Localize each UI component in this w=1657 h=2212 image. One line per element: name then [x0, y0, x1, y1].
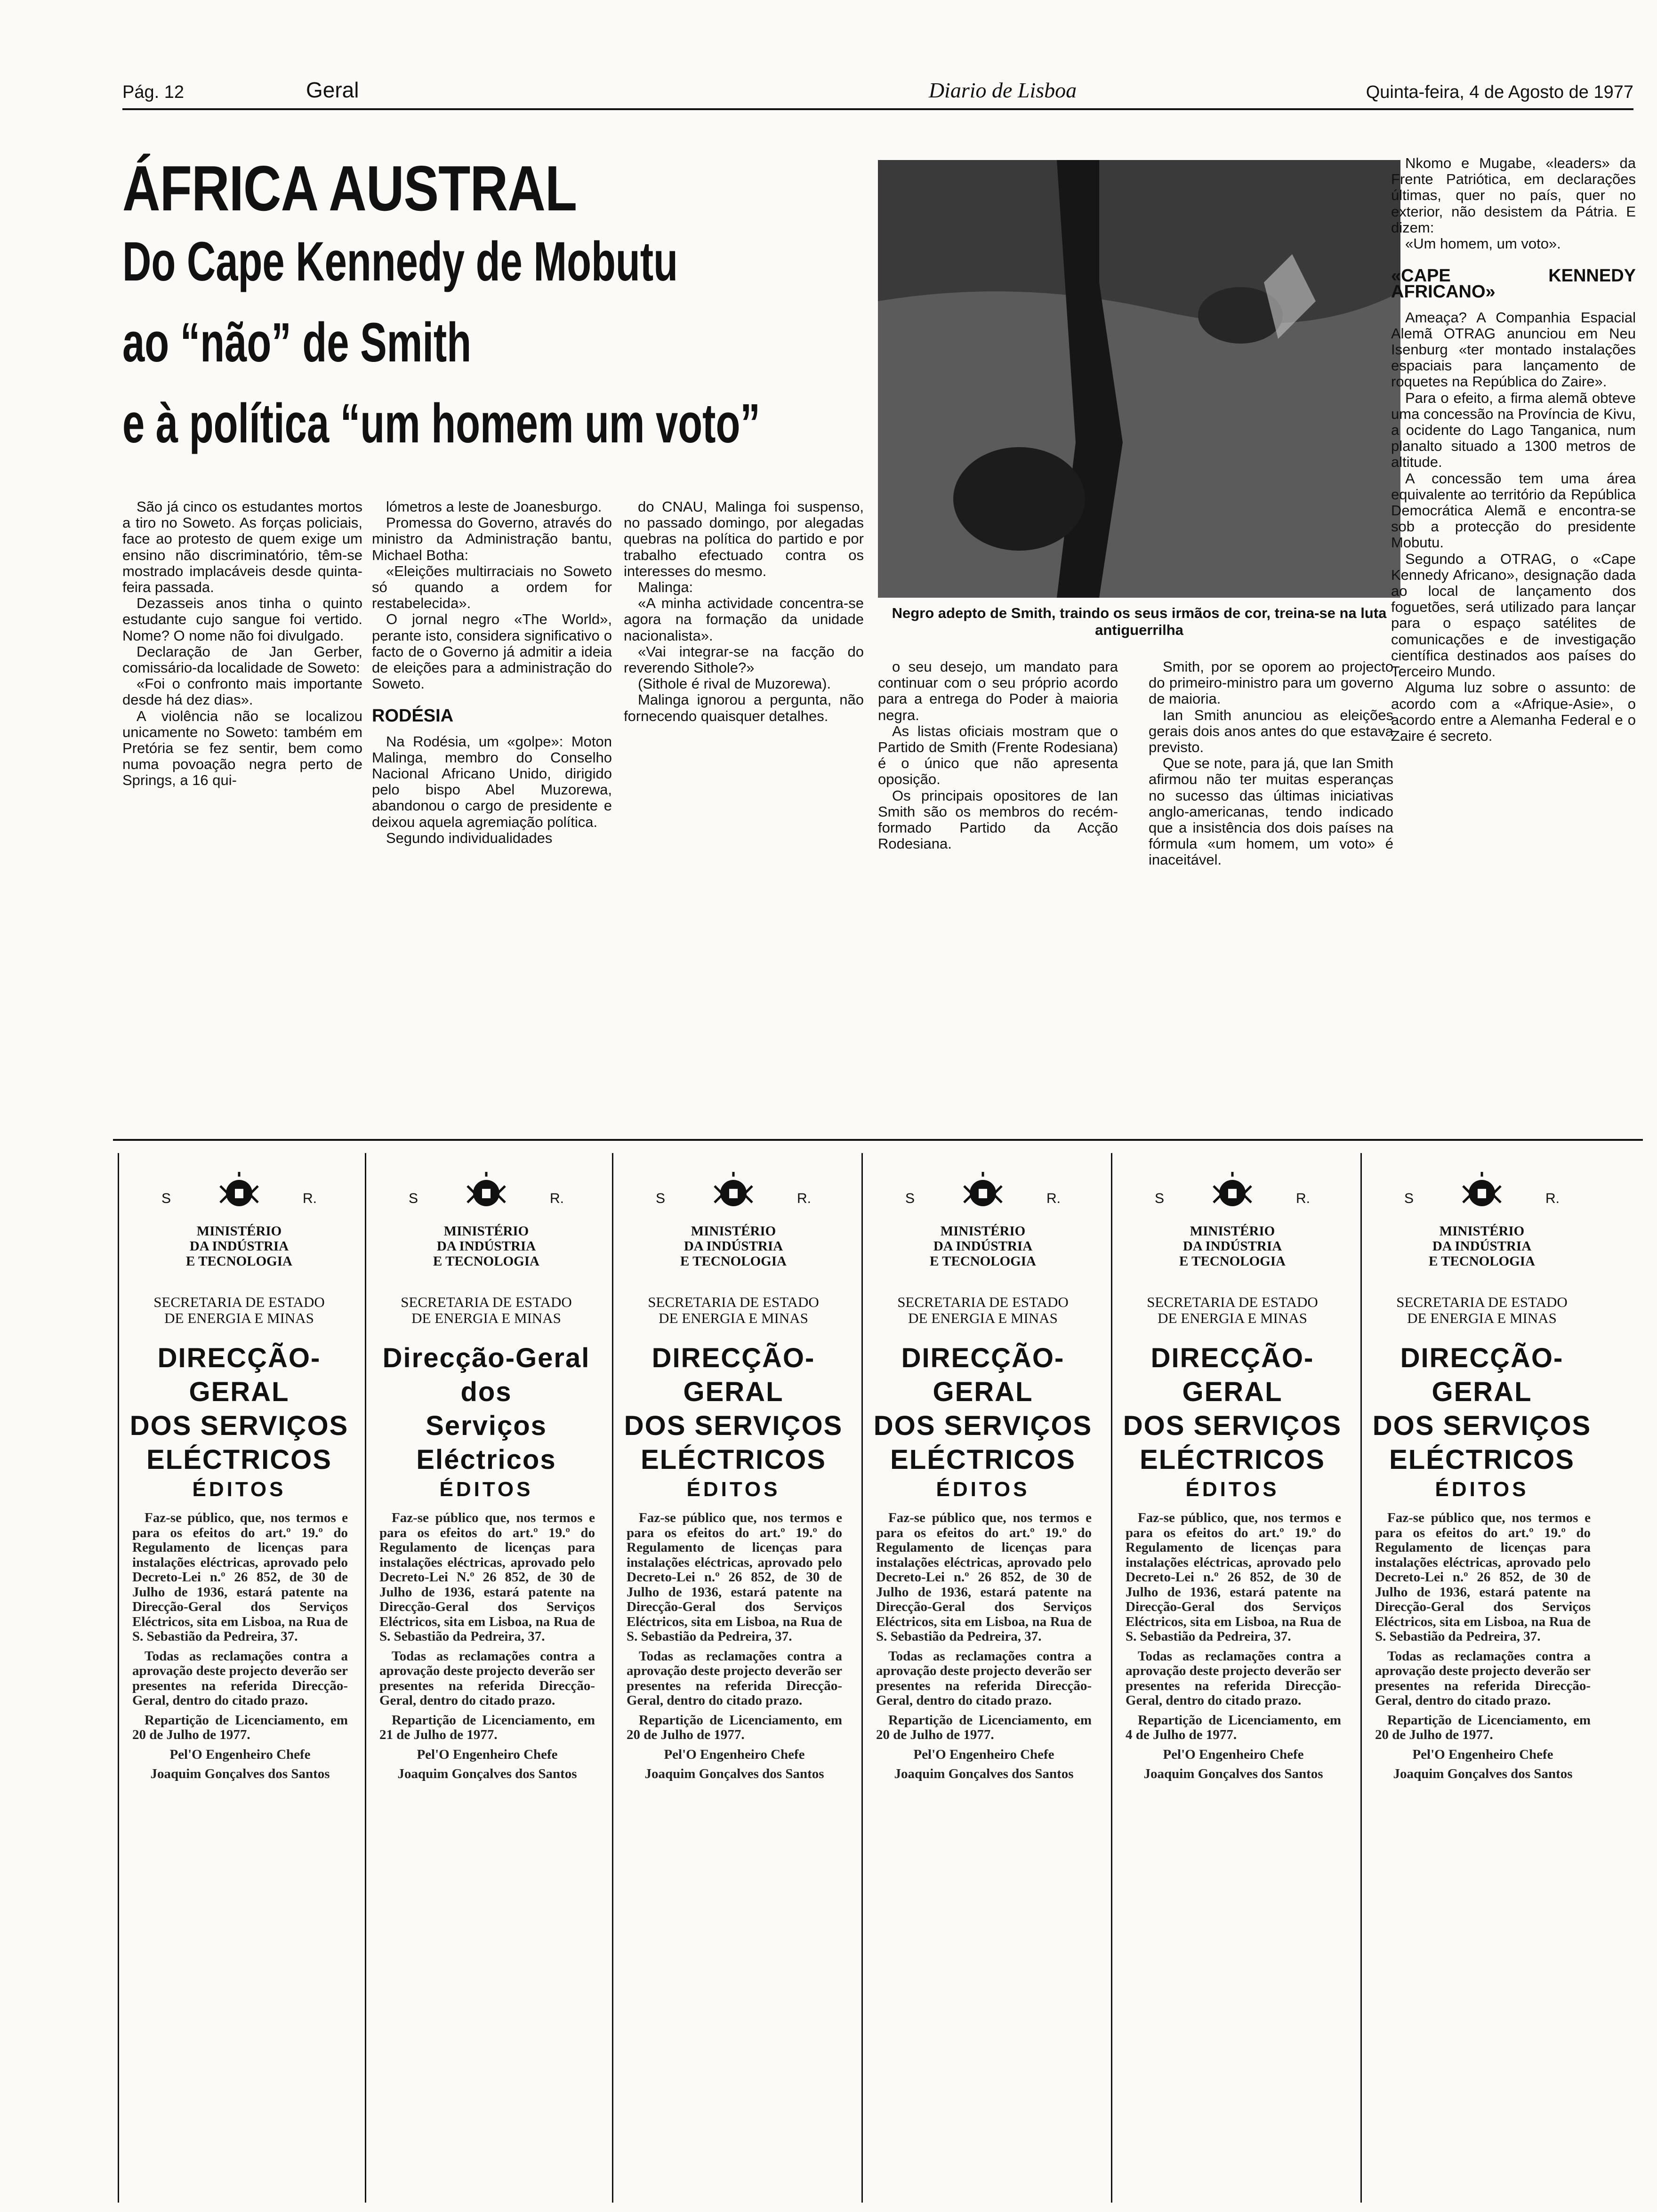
editos-title: ÉDITOS: [439, 1478, 533, 1501]
page-number: Pág. 12: [122, 82, 184, 102]
directorate-line: DOS SERVIÇOS: [129, 1411, 349, 1441]
ad-paragraph: Repartição de Licenciamento, em 20 de Julho de 1977.: [627, 1712, 842, 1742]
secretaria-name: [868, 1294, 1098, 1326]
ad-signature-title: Pel'O Engenheiro Chefe: [1412, 1747, 1553, 1762]
directorate-title: [1117, 1341, 1348, 1477]
ad-paragraph: Todas as reclamações contra a aprovação deste projecto deverão ser presentes na referida Direcção-Geral, dentro do citado prazo.: [1126, 1648, 1341, 1708]
paragraph: Os principais opositores de Ian Smith são os membros do recém-formado Partido da Acção Rodesiana.: [878, 787, 1118, 852]
ad-body: [1126, 1511, 1341, 1787]
ministry-line: MINISTÉRIO: [1439, 1224, 1525, 1239]
paragraph: O jornal negro «The World», perante isto, considera significativo o facto de o Governo já admitir a ideia de eleições para a administração do Soweto.: [372, 611, 612, 692]
secretaria-line: DE ENERGIA E MINAS: [659, 1310, 808, 1326]
paragraph: Para o efeito, a firma alemã obteve uma concessão na Província de Kivu, a ocidente do Lago Tanganica, num planalto situado a 1300 metros de altitude.: [1391, 389, 1636, 471]
secretaria-line: SECRETARIA DE ESTADO: [401, 1294, 572, 1310]
subheading: RODÉSIA: [372, 706, 454, 726]
ministry-line: E TECNOLOGIA: [186, 1254, 292, 1269]
paragraph: do CNAU, Malinga foi suspenso, no passado domingo, por alegadas quebras na política do partido e por trabalho efectuado contra os interesses do mesmo.: [624, 498, 864, 579]
paragraph: Ian Smith anunciou as eleições gerais dois anos antes do que estava previsto.: [1149, 706, 1393, 756]
directorate-line: DOS SERVIÇOS: [624, 1411, 843, 1441]
directorate-line: ELÉCTRICOS: [146, 1444, 332, 1475]
ad-paragraph: Repartição de Licenciamento, em 20 de Julho de 1977.: [1375, 1712, 1591, 1742]
editos-title: ÉDITOS: [1185, 1478, 1279, 1501]
directorate-line: Direcção-Geral dos: [382, 1343, 590, 1407]
article-column: [122, 499, 362, 789]
secretaria-line: DE ENERGIA E MINAS: [411, 1310, 561, 1326]
secretaria-name: [124, 1294, 354, 1326]
ad-emblem-letter-s: S: [1404, 1191, 1414, 1206]
ad-emblem-letter-s: S: [1155, 1191, 1165, 1206]
headline-line: ao “não” de Smith: [122, 312, 472, 374]
directorate-line: Serviços Eléctricos: [416, 1411, 556, 1475]
classified-ad: [1111, 1153, 1352, 2203]
paragraph: Promessa do Governo, através do ministro da Administração bantu, Michael Botha:: [372, 514, 612, 563]
editos-title: ÉDITOS: [936, 1478, 1030, 1501]
ministry-name: [119, 1224, 359, 1269]
article-column: [1149, 659, 1393, 868]
ad-body: [627, 1511, 842, 1787]
ad-body: [876, 1511, 1092, 1787]
directorate-line: DOS SERVIÇOS: [1372, 1411, 1592, 1441]
ministry-line: DA INDÚSTRIA: [1182, 1239, 1282, 1254]
directorate-line: DIRECÇÃO-GERAL: [1400, 1343, 1564, 1407]
ad-paragraph: Repartição de Licenciamento, em 20 de Julho de 1977.: [132, 1712, 348, 1742]
ministry-line: DA INDÚSTRIA: [933, 1239, 1033, 1254]
ad-emblem-row: [1362, 1172, 1602, 1214]
coat-of-arms-icon: [218, 1172, 260, 1214]
secretaria-line: SECRETARIA DE ESTADO: [648, 1294, 819, 1310]
ministry-line: MINISTÉRIO: [196, 1224, 282, 1239]
ministry-line: E TECNOLOGIA: [1429, 1254, 1535, 1269]
editos-title: ÉDITOS: [192, 1478, 286, 1501]
ministry-line: E TECNOLOGIA: [680, 1254, 787, 1269]
coat-of-arms-icon: [465, 1172, 507, 1214]
directorate-line: ELÉCTRICOS: [641, 1444, 826, 1475]
ministry-line: MINISTÉRIO: [443, 1224, 529, 1239]
ministry-line: DA INDÚSTRIA: [189, 1239, 289, 1254]
paragraph: Na Rodésia, um «golpe»: Moton Malinga, membro do Conselho Nacional Africano Unido, dirigido pelo bispo Abel Muzorewa, abandonou o cargo de presidente e deixou aquela agremiação política.: [372, 733, 612, 830]
paragraph: «A minha actividade concentra-se agora na formação da unidade nacionalista».: [624, 595, 864, 644]
ad-signature-title: Pel'O Engenheiro Chefe: [1163, 1747, 1304, 1762]
ad-paragraph: Todas as reclamações contra a aprovação deste projecto deverão ser presentes na referida Direcção-Geral, dentro do citado prazo.: [132, 1648, 348, 1708]
page-header: [122, 71, 1633, 110]
paragraph: «Vai integrar-se na facção do reverendo Sithole?»: [624, 643, 864, 676]
directorate-line: DIRECÇÃO-GERAL: [652, 1343, 815, 1407]
ad-emblem-letter-s: S: [161, 1191, 171, 1206]
headline-kicker: ÁFRICA AUSTRAL: [122, 152, 577, 224]
directorate-title: [124, 1341, 354, 1477]
ad-emblem-letter-r: R.: [1296, 1191, 1310, 1206]
headline-line: e à política “um homem um voto”: [122, 393, 760, 455]
paragraph: Segundo individualidades: [386, 829, 553, 846]
secretaria-line: DE ENERGIA E MINAS: [908, 1310, 1058, 1326]
classified-ad: [861, 1153, 1103, 2203]
paragraph: Nkomo e Mugabe, «leaders» da Frente Patriótica, em declarações últimas, quer no país, quer no exterior, não desistem da Pátria. E dizem:: [1391, 155, 1636, 236]
editos-title: ÉDITOS: [686, 1478, 780, 1501]
subheading: «CAPE KENNEDY AFRICANO»: [1391, 266, 1636, 302]
ministry-name: [863, 1224, 1103, 1269]
secretaria-line: DE ENERGIA E MINAS: [1158, 1310, 1307, 1326]
ministry-name: [1362, 1224, 1602, 1269]
secretaria-name: [1367, 1294, 1597, 1326]
masthead: Diario de Lisboa: [928, 78, 1077, 102]
ministry-line: DA INDÚSTRIA: [436, 1239, 536, 1254]
ministry-line: E TECNOLOGIA: [1179, 1254, 1286, 1269]
ad-signature-name: Joaquim Gonçalves dos Santos: [150, 1766, 330, 1781]
photo-caption: Negro adepto de Smith, traindo os seus irmãos de cor, treina-se na luta antiguerrilha: [892, 605, 1387, 638]
secretaria-line: SECRETARIA DE ESTADO: [1396, 1294, 1568, 1310]
secretaria-line: DE ENERGIA E MINAS: [1407, 1310, 1557, 1326]
ad-signature-name: Joaquim Gonçalves dos Santos: [397, 1766, 577, 1781]
ad-signature-name: Joaquim Gonçalves dos Santos: [644, 1766, 824, 1781]
ad-body: [379, 1511, 595, 1787]
ad-emblem-letter-r: R.: [303, 1191, 317, 1206]
secretaria-line: DE ENERGIA E MINAS: [164, 1310, 314, 1326]
directorate-line: DOS SERVIÇOS: [1123, 1411, 1342, 1441]
ad-emblem-row: [119, 1172, 359, 1214]
ministry-line: DA INDÚSTRIA: [684, 1239, 783, 1254]
headline-line: Do Cape Kennedy de Mobutu: [122, 231, 678, 293]
paragraph: o seu desejo, um mandato para continuar com o seu próprio acordo para a entrega do Poder à maioria negra.: [878, 658, 1118, 723]
issue-date: Quinta-feira, 4 de Agosto de 1977: [1366, 82, 1633, 102]
directorate-title: [618, 1341, 849, 1477]
ad-paragraph: Faz-se público, que, nos termos e para os efeitos do art.º 19.º do Regulamento de licenças para instalações eléctricas, aprovado pelo Decreto-Lei n.º 26 852, de 30 de Julho de 1936, estará patente na Direcção-Geral dos Serviços Eléctricos, sita em Lisboa, na Rua de S. Sebastião da Pedreira, 37.: [1126, 1510, 1341, 1644]
classified-ad: [118, 1153, 359, 2203]
article-column: [878, 659, 1118, 852]
ad-paragraph: Repartição de Licenciamento, em 20 de Julho de 1977.: [876, 1712, 1092, 1742]
ad-emblem-row: [613, 1172, 853, 1214]
paragraph: Smith, por se oporem ao projecto do primeiro-ministro para um governo de maioria.: [1149, 658, 1393, 707]
paragraph: Que se note, para já, que Ian Smith afirmou não ter muitas esperanças no sucesso das últimas iniciativas anglo-americanas, tendo indicado que a insistência dos dois países na fórmula «um homem, um voto» é inaceitável.: [1149, 755, 1393, 868]
ministry-name: [1112, 1224, 1352, 1269]
ministry-line: MINISTÉRIO: [1190, 1224, 1275, 1239]
ad-emblem-letter-r: R.: [1545, 1191, 1560, 1206]
paragraph: Ameaça? A Companhia Espacial Alemã OTRAG anunciou em Neu Isenburg «ter montado instalações espaciais para lançamento de roquetes na República do Zaire».: [1391, 309, 1636, 390]
directorate-line: ELÉCTRICOS: [1389, 1444, 1575, 1475]
paragraph: «Um homem, um voto».: [1405, 235, 1561, 252]
directorate-line: DOS SERVIÇOS: [873, 1411, 1093, 1441]
ministry-line: MINISTÉRIO: [691, 1224, 776, 1239]
secretaria-name: [1117, 1294, 1348, 1326]
section-divider: [113, 1139, 1643, 1141]
secretaria-name: [618, 1294, 849, 1326]
classified-ad: [1360, 1153, 1602, 2203]
ad-paragraph: Todas as reclamações contra a aprovação deste projecto deverão ser presentes na referida Direcção-Geral, dentro do citado prazo.: [1375, 1648, 1591, 1708]
ad-emblem-letter-r: R.: [550, 1191, 564, 1206]
ad-signature-name: Joaquim Gonçalves dos Santos: [1393, 1766, 1573, 1781]
directorate-line: ELÉCTRICOS: [890, 1444, 1076, 1475]
ad-paragraph: Todas as reclamações contra a aprovação deste projecto deverão ser presentes na referida Direcção-Geral, dentro do citado prazo.: [876, 1648, 1092, 1708]
ad-signature-title: Pel'O Engenheiro Chefe: [169, 1747, 311, 1762]
directorate-line: DIRECÇÃO-GERAL: [1150, 1343, 1314, 1407]
article-column: [624, 499, 864, 724]
ad-emblem-letter-s: S: [656, 1191, 666, 1206]
classified-ad: [365, 1153, 606, 2203]
ad-paragraph: Faz-se público que, nos termos e para os efeitos do art.º 19.º do Regulamento de licenças para instalações eléctricas, aprovado pelo Decreto-Lei N.º 26 852, de 30 de Julho de 1936, estará patente na Direcção-Geral dos Serviços Eléctricos, sita em Lisboa, na Rua de S. Sebastião da Pedreira, 37.: [379, 1510, 595, 1644]
ad-emblem-letter-s: S: [409, 1191, 418, 1206]
paragraph: As listas oficiais mostram que o Partido de Smith (Frente Rodesiana) é o único que não apresenta oposição.: [878, 722, 1118, 788]
ad-paragraph: Faz-se público que, nos termos e para os efeitos do art.º 19.º do Regulamento de licenças para instalações eléctricas, aprovado pelo Decreto-Lei n.º 26 852, de 30 de Julho de 1936, estará patente na Direcção-Geral dos Serviços Eléctricos, sita em Lisboa, na Rua de S. Sebastião da Pedreira, 37.: [1375, 1510, 1591, 1644]
paragraph: «Foi o confronto mais importante desde há dez dias».: [122, 675, 362, 708]
directorate-line: DIRECÇÃO-GERAL: [901, 1343, 1065, 1407]
ad-signature-title: Pel'O Engenheiro Chefe: [913, 1747, 1054, 1762]
directorate-title: [1367, 1341, 1597, 1477]
editos-title: ÉDITOS: [1435, 1478, 1529, 1501]
directorate-line: DIRECÇÃO-GERAL: [157, 1343, 321, 1407]
paragraph: Malinga:: [638, 579, 693, 596]
secretaria-line: SECRETARIA DE ESTADO: [1147, 1294, 1318, 1310]
coat-of-arms-icon: [1211, 1172, 1254, 1214]
ministry-name: [366, 1224, 606, 1269]
ad-emblem-row: [366, 1172, 606, 1214]
paragraph: Declaração de Jan Gerber, comissário-da localidade de Soweto:: [122, 643, 362, 676]
ad-paragraph: Faz-se público, que, nos termos e para os efeitos do art.º 19.º do Regulamento de licenças para instalações eléctricas, aprovado pelo Decreto-Lei n.º 26 852, de 30 de Julho de 1936, estará patente na Direcção-Geral dos Serviços Eléctricos, sita em Lisboa, na Rua de S. Sebastião da Pedreira, 37.: [132, 1510, 348, 1644]
directorate-title: [371, 1341, 602, 1477]
ad-paragraph: Faz-se público que, nos termos e para os efeitos do art.º 19.º do Regulamento de licenças para instalações eléctricas, aprovado pelo Decreto-Lei n.º 26 852, de 30 de Julho de 1936, estará patente na Direcção-Geral dos Serviços Eléctricos, sita em Lisboa, na Rua de S. Sebastião da Pedreira, 37.: [876, 1510, 1092, 1644]
directorate-title: [868, 1341, 1098, 1477]
paragraph: A concessão tem uma área equivalente ao território da República Democrática Alemã e encontra-se sob a protecção do presidente Mobutu.: [1391, 470, 1636, 551]
ad-paragraph: Repartição de Licenciamento, em 4 de Julho de 1977.: [1126, 1712, 1341, 1742]
ad-paragraph: Todas as reclamações contra a aprovação deste projecto deverão ser presentes na referida Direcção-Geral, dentro do citado prazo.: [627, 1648, 842, 1708]
paragraph: Malinga ignorou a pergunta, não fornecendo quaisquer detalhes.: [624, 691, 864, 724]
directorate-line: ELÉCTRICOS: [1140, 1444, 1325, 1475]
paragraph: São já cinco os estudantes mortos a tiro no Soweto. As forças policiais, face ao protesto de quem exige um ensino não discriminatório, têm-se mostrado implacáveis desde quinta-feira passada.: [122, 498, 362, 596]
section-name: Geral: [306, 78, 359, 102]
paragraph: Alguma luz sobre o assunto: de acordo com a «Afrique-Asie», o acordo entre a Alemanha Federal e o Zaire é secreto.: [1391, 679, 1636, 744]
ad-paragraph: Todas as reclamações contra a aprovação deste projecto deverão ser presentes na referida Direcção-Geral, dentro do citado prazo.: [379, 1648, 595, 1708]
ad-emblem-row: [1112, 1172, 1352, 1214]
headline-block: [122, 152, 857, 464]
ad-signature-title: Pel'O Engenheiro Chefe: [664, 1747, 805, 1762]
paragraph: Dezasseis anos tinha o quinto estudante cujo sangue foi vertido. Nome? O nome não foi divulgado.: [122, 595, 362, 644]
ministry-line: E TECNOLOGIA: [930, 1254, 1036, 1269]
ad-signature-title: Pel'O Engenheiro Chefe: [417, 1747, 558, 1762]
classified-ad: [612, 1153, 853, 2203]
ad-emblem-letter-s: S: [905, 1191, 915, 1206]
article-column: [1391, 155, 1636, 744]
ad-emblem-row: [863, 1172, 1103, 1214]
paragraph: A violência não se localizou unicamente no Soweto: também em Pretória se fez sentir, bem como numa povoação negra perto de Springs, a 16 qui-: [122, 707, 362, 789]
secretaria-line: SECRETARIA DE ESTADO: [153, 1294, 325, 1310]
news-photo: [878, 160, 1400, 598]
ad-emblem-letter-r: R.: [797, 1191, 811, 1206]
coat-of-arms-icon: [1461, 1172, 1503, 1214]
secretaria-line: SECRETARIA DE ESTADO: [897, 1294, 1069, 1310]
article-column: [372, 499, 612, 846]
ministry-line: MINISTÉRIO: [940, 1224, 1026, 1239]
coat-of-arms-icon: [712, 1172, 755, 1214]
ad-emblem-letter-r: R.: [1046, 1191, 1061, 1206]
ad-body: [132, 1511, 348, 1787]
ad-paragraph: Faz-se público que, nos termos e para os efeitos do art.º 19.º do Regulamento de licenças para instalações eléctricas, aprovado pelo Decreto-Lei n.º 26 852, de 30 de Julho de 1936, estará patente na Direcção-Geral dos Serviços Eléctricos, sita em Lisboa, na Rua de S. Sebastião da Pedreira, 37.: [627, 1510, 842, 1644]
ministry-line: DA INDÚSTRIA: [1432, 1239, 1532, 1254]
ad-paragraph: Repartição de Licenciamento, em 21 de Julho de 1977.: [379, 1712, 595, 1742]
photo-illustration: [878, 160, 1400, 598]
ad-signature-name: Joaquim Gonçalves dos Santos: [894, 1766, 1074, 1781]
paragraph: «Eleições multirraciais no Soweto só quando a ordem for restabelecida».: [372, 562, 612, 612]
ministry-line: E TECNOLOGIA: [433, 1254, 539, 1269]
paragraph: Segundo a OTRAG, o «Cape Kennedy Africano», designação dada ao local de lançamento dos foguetões, será utilizado para lançar para o espaço satélites de comunicações e de investigação científica destinados aos países do Terceiro Mundo.: [1391, 550, 1636, 680]
paragraph: (Sithole é rival de Muzorewa).: [638, 675, 831, 692]
ad-body: [1375, 1511, 1591, 1787]
ad-signature-name: Joaquim Gonçalves dos Santos: [1143, 1766, 1323, 1781]
paragraph: lómetros a leste de Joanesburgo.: [386, 498, 602, 515]
secretaria-name: [371, 1294, 602, 1326]
coat-of-arms-icon: [962, 1172, 1004, 1214]
ministry-name: [613, 1224, 853, 1269]
